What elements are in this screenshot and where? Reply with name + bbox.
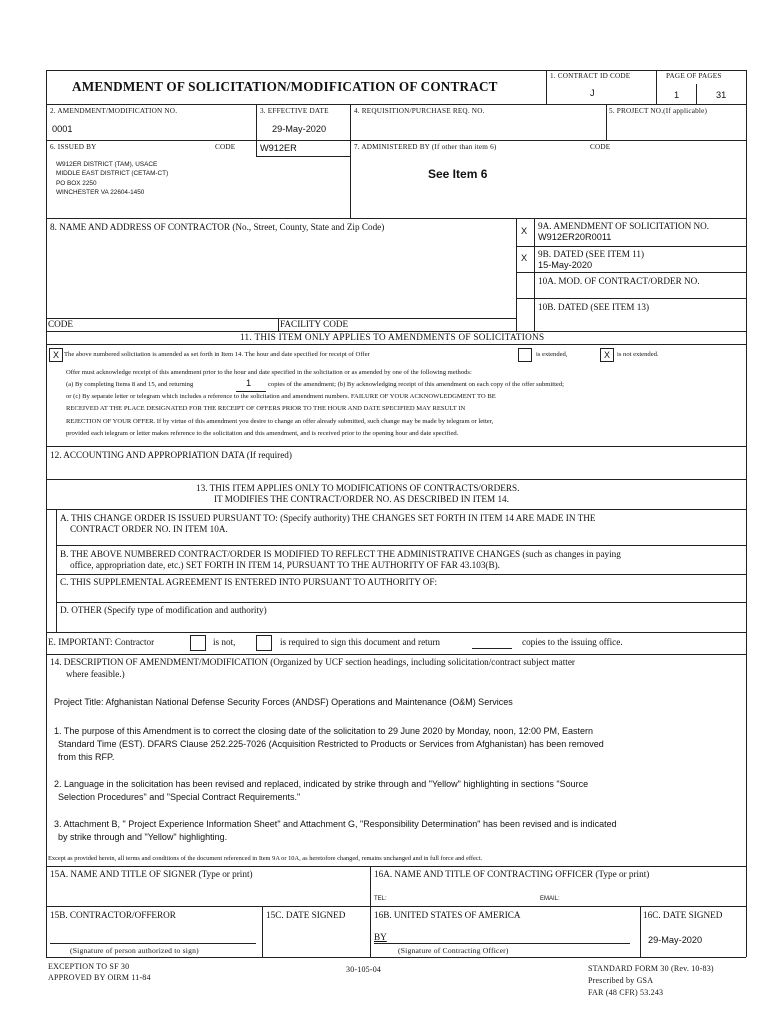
item-15b-label: 15B. CONTRACTOR/OFFEROR — [50, 910, 176, 920]
item-10b-label: 10B. DATED (SEE ITEM 13) — [538, 302, 650, 312]
extended-checkbox[interactable] — [518, 348, 532, 362]
ack-copies-input[interactable]: 1 — [246, 378, 252, 388]
item-9a-check: X — [521, 226, 528, 236]
contractor-label: 8. NAME AND ADDRESS OF CONTRACTOR (No., Street, County, State and Zip Code) — [50, 222, 385, 232]
page-number: 1 — [674, 90, 680, 100]
ack-a-post: copies of the amendment; (b) By acknowledging receipt of this amendment on each copy of the offer submitted; — [268, 381, 564, 388]
amendment-no-value: 0001 — [52, 124, 73, 134]
ack-f: provided each telegram or letter makes reference to the solicitation and this amendment, and is received prior to the opening hour and date specified. — [66, 430, 459, 437]
requisition-label: 4. REQUISITION/PURCHASE REQ. NO. — [354, 107, 485, 115]
ack-c: or (c) By separate letter or telegram which includes a reference to the solicitation and amendment numbers. FAILURE OF YOUR ACKNOWLEDGMENT TO BE — [66, 393, 496, 400]
page-count: 31 — [716, 90, 727, 100]
amendment-no-label: 2. AMENDMENT/MODIFICATION NO. — [50, 107, 178, 115]
item-13a-2: CONTRACT ORDER NO. IN ITEM 10A. — [70, 524, 228, 534]
footer-left: EXCEPTION TO SF 30 APPROVED BY OIRM 11-84 — [48, 962, 151, 982]
item-15a-label: 15A. NAME AND TITLE OF SIGNER (Type or print) — [50, 869, 253, 879]
form-title: AMENDMENT OF SOLICITATION/MODIFICATION OF CONTRACT — [72, 79, 498, 94]
paragraph-3: 3. Attachment B, " Project Experience Information Sheet" and Attachment G, "Responsibility Determination" has been revised and is indicated by strike through and "Yellow" highlighting. — [54, 819, 617, 842]
item-9b-check: X — [521, 253, 528, 263]
item-16b-signature-caption: (Signature of Contracting Officer) — [398, 946, 509, 955]
contract-id-label: 1. CONTRACT ID CODE — [550, 72, 631, 80]
item-9b-value: 15-May-2020 — [538, 260, 593, 270]
by-label: BY — [374, 932, 387, 942]
ack-a-pre: (a) By completing Items 8 and 15, and returning — [66, 381, 194, 388]
administered-by-label: 7. ADMINISTERED BY (If other than item 6) — [354, 143, 497, 151]
item-16a-label: 16A. NAME AND TITLE OF CONTRACTING OFFICER (Type or print) — [374, 869, 650, 879]
item-15c-label: 15C. DATE SIGNED — [266, 910, 346, 920]
administered-by-code-label: CODE — [590, 143, 611, 151]
extended-text: is extended, — [536, 351, 568, 358]
not-extended-checkbox[interactable]: X — [600, 348, 614, 362]
item-13d: D. OTHER (Specify type of modification and authority) — [60, 605, 267, 615]
ack-e: REJECTION OF YOUR OFFER. If by virtue of this amendment you desire to change an offer already submitted, such change may be made by telegram or letter, — [66, 418, 494, 425]
item-11-title: 11. THIS ITEM ONLY APPLIES TO AMENDMENTS OF SOLICITATIONS — [240, 332, 545, 342]
issued-by-code-value: W912ER — [260, 143, 297, 153]
footer-center: 30-105-04 — [346, 965, 382, 974]
amended-text: The above numbered solicitation is amended as set forth in Item 14. The hour and date specified for receipt of Offer — [64, 351, 370, 358]
footer-right: STANDARD FORM 30 (Rev. 10-83) Prescribed by GSA FAR (48 CFR) 53.243 — [588, 964, 714, 997]
item-14-label-1: 14. DESCRIPTION OF AMENDMENT/MODIFICATION (Organized by UCF section headings, including solicitation/contract subject matter — [50, 657, 575, 667]
contractor-code-label: CODE — [48, 319, 74, 329]
item-14-label-2: where feasible.) — [66, 669, 125, 679]
contract-id-value: J — [590, 88, 595, 98]
email-label: EMAIL: — [540, 896, 560, 902]
item-9a-value: W912ER20R0011 — [538, 232, 612, 242]
item-9b-label: 9B. DATED (SEE ITEM 11) — [538, 249, 645, 259]
administered-by-value: See Item 6 — [428, 167, 488, 181]
ack-d: RECEIVED AT THE PLACE DESIGNATED FOR THE RECEIPT OF OFFERS PRIOR TO THE HOUR AND DATE SPECIFIED MAY RESULT IN — [66, 405, 466, 412]
item-13b-2: office, appropriation date, etc.) SET FORTH IN ITEM 14, PURSUANT TO THE AUTHORITY OF FAR 43.103(B). — [70, 560, 500, 570]
item-16c-value: 29-May-2020 — [648, 935, 703, 945]
page-of-pages-label: PAGE OF PAGES — [666, 72, 722, 80]
item-9a-label: 9A. AMENDMENT OF SOLICITATION NO. — [538, 221, 710, 231]
is-not-text: is not, — [213, 637, 236, 647]
issuer-address: W912ER DISTRICT (TAM), USACE MIDDLE EAST DISTRICT (CETAM-CT) PO BOX 2250 WINCHESTER VA 22604-1450 — [56, 161, 169, 197]
item-13b-1: B. THE ABOVE NUMBERED CONTRACT/ORDER IS MODIFIED TO REFLECT THE ADMINISTRATIVE CHANGES (such as changes in paying — [60, 549, 621, 559]
except-clause: Except as provided herein, all terms and conditions of the document referenced in Item 9A or 10A, as heretofore changed, remains unchanged and in full force and effect. — [48, 855, 483, 862]
ack-intro: Offer must acknowledge receipt of this amendment prior to the hour and date specified in the solicitation or as amended by one of the following methods: — [66, 369, 472, 376]
item-13-title-1: 13. THIS ITEM APPLIES ONLY TO MODIFICATIONS OF CONTRACTS/ORDERS. — [196, 483, 520, 493]
project-title: Project Title: Afghanistan National Defense Security Forces (ANDSF) Operations and Maintenance (O&M) Services — [54, 697, 513, 707]
amended-checkbox[interactable]: X — [49, 348, 63, 362]
is-required-text: is required to sign this document and return — [280, 637, 440, 647]
effective-date-label: 3. EFFECTIVE DATE — [260, 107, 329, 115]
tel-label: TEL: — [374, 896, 387, 902]
item-10a-label: 10A. MOD. OF CONTRACT/ORDER NO. — [538, 276, 700, 286]
item-13c: C. THIS SUPPLEMENTAL AGREEMENT IS ENTERED INTO PURSUANT TO AUTHORITY OF: — [60, 577, 438, 587]
item-15b-signature-caption: (Signature of person authorized to sign) — [70, 946, 199, 955]
paragraph-1: 1. The purpose of this Amendment is to correct the closing date of the solicitation to 29 June 2020 by Monday, noon, 12:00 PM, Eastern Standard Time (EST). DFARS Clause 252.225-7026 (Acquisition Restricted to Products or Services from Afghanistan) has been removed from this RFP. — [54, 726, 604, 762]
paragraph-2: 2. Language in the solicitation has been revised and replaced, indicated by strike through and "Yellow" highlighting in sections "Source Selection Procedures" and "Special Contract Requirements." — [54, 779, 589, 802]
item-16c-label: 16C. DATE SIGNED — [643, 910, 723, 920]
item-16b-label: 16B. UNITED STATES OF AMERICA — [374, 910, 521, 920]
issued-by-label: 6. ISSUED BY — [50, 143, 97, 151]
is-required-checkbox[interactable] — [256, 635, 272, 651]
facility-code-label: FACILITY CODE — [280, 319, 349, 329]
item-12-label: 12. ACCOUNTING AND APPROPRIATION DATA (If required) — [50, 450, 292, 460]
item-13-title-2: IT MODIFIES THE CONTRACT/ORDER NO. AS DESCRIBED IN ITEM 14. — [214, 494, 509, 504]
copies-text: copies to the issuing office. — [522, 637, 623, 647]
item-13a-1: A. THIS CHANGE ORDER IS ISSUED PURSUANT TO: (Specify authority) THE CHANGES SET FORTH IN ITEM 14 ARE MADE IN THE — [60, 513, 596, 523]
issued-by-code-label: CODE — [215, 143, 236, 151]
not-extended-text: is not extended. — [617, 351, 659, 358]
project-no-label: 5. PROJECT NO.(If applicable) — [609, 107, 708, 115]
important-label: E. IMPORTANT: Contractor — [48, 637, 155, 647]
effective-date-value: 29-May-2020 — [272, 124, 327, 134]
is-not-checkbox[interactable] — [190, 635, 206, 651]
